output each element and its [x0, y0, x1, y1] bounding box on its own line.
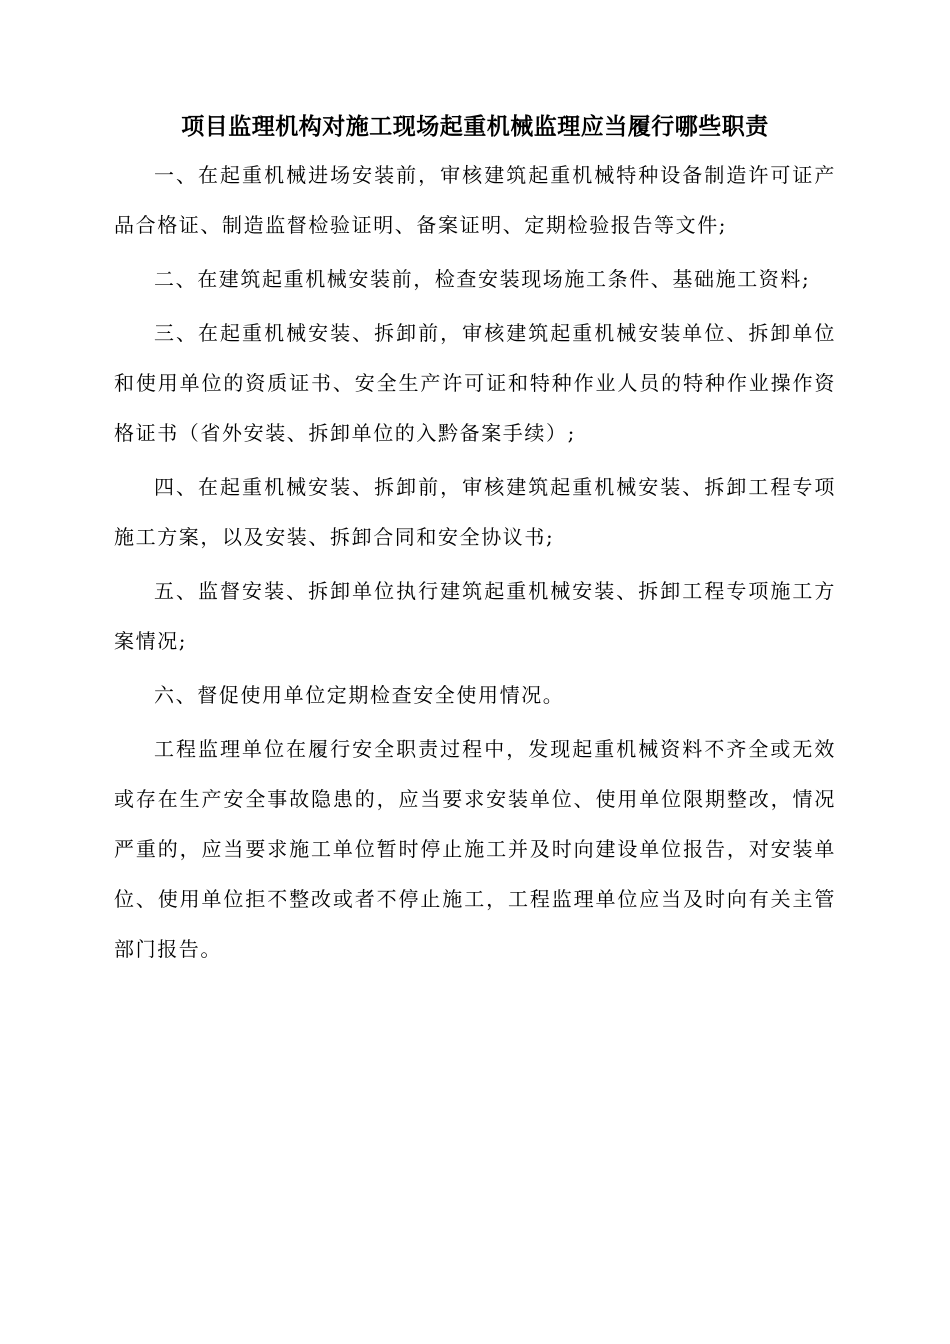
paragraph-7: 工程监理单位在履行安全职责过程中，发现起重机械资料不齐全或无效或存在生产安全事故隐患的，应当要求安装单位、使用单位限期整改，情况严重的，应当要求施工单位暂时停止施工并及时向建设单位报告，对安装单位、使用单位拒不整改或者不停止施工，工程监理单位应当及时向有关主管部门报告。: [114, 737, 836, 961]
paragraph-5: 五、监督安装、拆卸单位执行建筑起重机械安装、拆卸工程专项施工方案情况;: [114, 579, 836, 653]
paragraph-2: 二、在建筑起重机械安装前，检查安装现场施工条件、基础施工资料;: [154, 267, 811, 291]
document-title: 项目监理机构对施工现场起重机械监理应当履行哪些职责: [181, 114, 769, 140]
paragraph-1: 一、在起重机械进场安装前，审核建筑起重机械特种设备制造许可证产品合格证、制造监督检验证明、备案证明、定期检验报告等文件;: [114, 163, 836, 237]
paragraph-3: 三、在起重机械安装、拆卸前，审核建筑起重机械安装单位、拆卸单位和使用单位的资质证书、安全生产许可证和特种作业人员的特种作业操作资格证书（省外安装、拆卸单位的入黔备案手续）;: [114, 321, 836, 445]
document-page: [114, 104, 836, 978]
paragraph-6: 六、督促使用单位定期检查安全使用情况。: [154, 683, 565, 707]
paragraph-4: 四、在起重机械安装、拆卸前，审核建筑起重机械安装、拆卸工程专项施工方案，以及安装、拆卸合同和安全协议书;: [114, 475, 836, 549]
